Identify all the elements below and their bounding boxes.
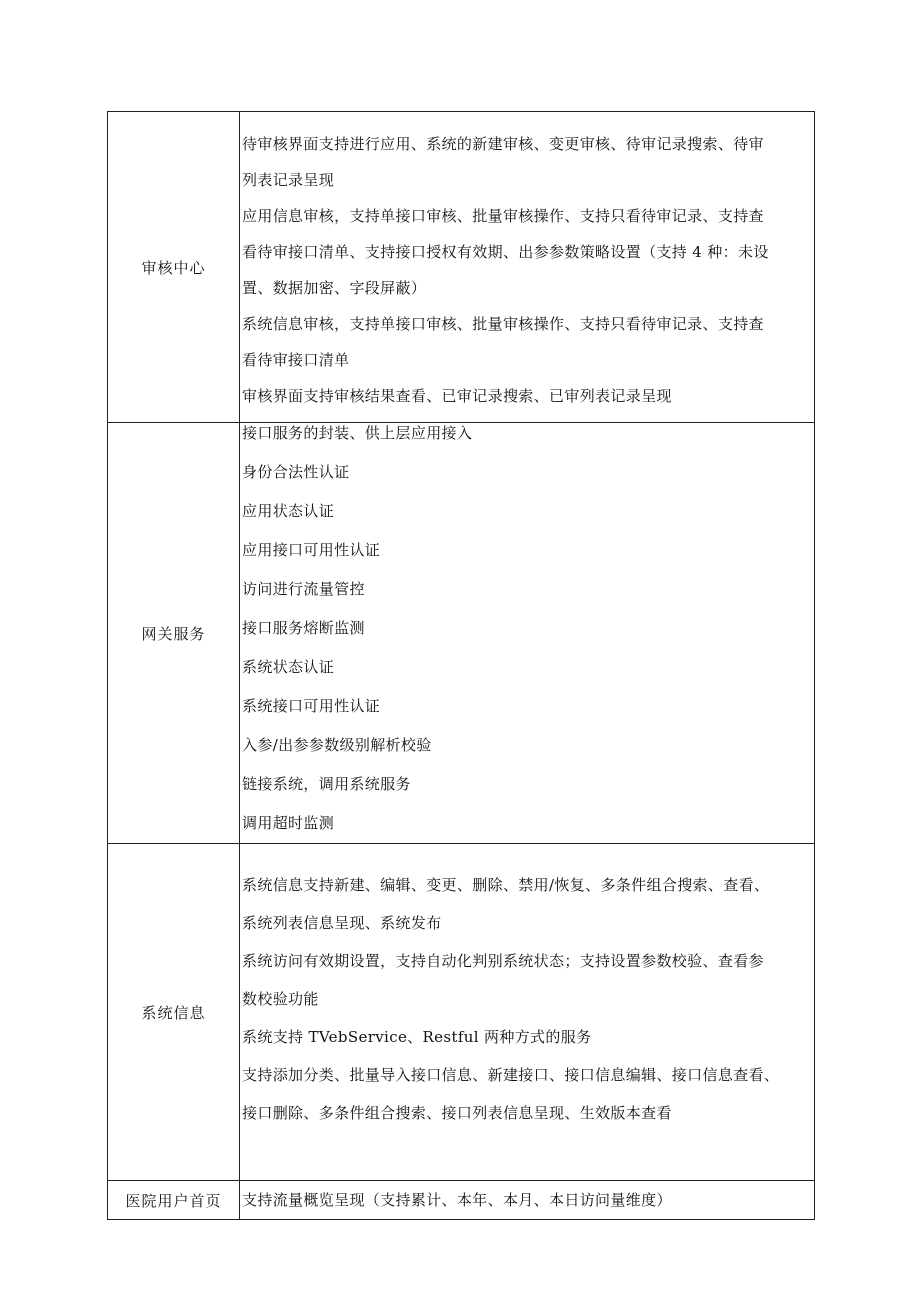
description-line: 应用接口可用性认证: [242, 541, 381, 559]
module-name-cell: [108, 423, 240, 844]
module-name-cell: [108, 1181, 240, 1220]
module-name: 医院用户首页: [125, 1191, 222, 1210]
module-description-cell: [240, 844, 815, 1181]
feature-table: [107, 111, 815, 1220]
module-name-cell: [108, 112, 240, 423]
description-line: 应用信息审核，支持单接口审核、批量审核操作、支持只看待审记录、支持查: [242, 207, 764, 225]
description-line: 系统状态认证: [242, 658, 335, 676]
description-line: 支持添加分类、批量导入接口信息、新建接口、接口信息编辑、接口信息查看、: [242, 1066, 780, 1084]
module-description-cell: [240, 1181, 815, 1220]
table-row: [108, 1181, 815, 1220]
module-description-cell: [240, 423, 815, 844]
module-description-cell: [240, 112, 815, 423]
module-name-cell: [108, 844, 240, 1181]
description-line: 系统信息审核，支持单接口审核、批量审核操作、支持只看待审记录、支持查: [242, 315, 764, 333]
description-line: 接口服务熔断监测: [242, 619, 365, 637]
table-row: [108, 423, 815, 844]
module-name: 网关服务: [141, 624, 206, 643]
description-line: 系统支持 TVebService、Restful 两种方式的服务: [242, 1028, 592, 1046]
description-line: 访问进行流量管控: [242, 580, 365, 598]
description-line: 列表记录呈现: [242, 171, 335, 189]
description-line: 系统接口可用性认证: [242, 697, 381, 715]
description-line: 看待审接口清单、支持接口授权有效期、出参参数策略设置（支持 4 种：未设: [242, 243, 769, 261]
description-line: 接口服务的封装、供上层应用接入: [242, 424, 473, 442]
description-line: 应用状态认证: [242, 502, 335, 520]
description-line: 数校验功能: [242, 990, 319, 1008]
description-line: 置、数据加密、字段屏蔽）: [242, 279, 427, 297]
table-row: [108, 844, 815, 1181]
description-line: 审核界面支持审核结果查看、已审记录搜索、已审列表记录呈现: [242, 387, 672, 405]
description-line: 系统访问有效期设置，支持自动化判别系统状态；支持设置参数校验、查看参: [242, 952, 764, 970]
description-line: 支持流量概览呈现（支持累计、本年、本月、本日访问量维度）: [242, 1191, 672, 1209]
module-name: 系统信息: [141, 1003, 206, 1022]
description-line: 待审核界面支持进行应用、系统的新建审核、变更审核、待审记录搜索、待审: [242, 135, 764, 153]
description-line: 接口删除、多条件组合搜索、接口列表信息呈现、生效版本查看: [242, 1104, 672, 1122]
description-line: 链接系统，调用系统服务: [242, 775, 411, 793]
description-line: 调用超时监测: [242, 814, 335, 832]
description-line: 入参/出参参数级别解析校验: [242, 736, 432, 754]
description-line: 看待审接口清单: [242, 351, 350, 369]
module-name: 审核中心: [141, 258, 206, 277]
table-row: [108, 112, 815, 423]
description-line: 系统信息支持新建、编辑、变更、删除、禁用/恢复、多条件组合搜索、查看、: [242, 876, 770, 894]
description-line: 系统列表信息呈现、系统发布: [242, 914, 442, 932]
description-line: 身份合法性认证: [242, 463, 350, 481]
